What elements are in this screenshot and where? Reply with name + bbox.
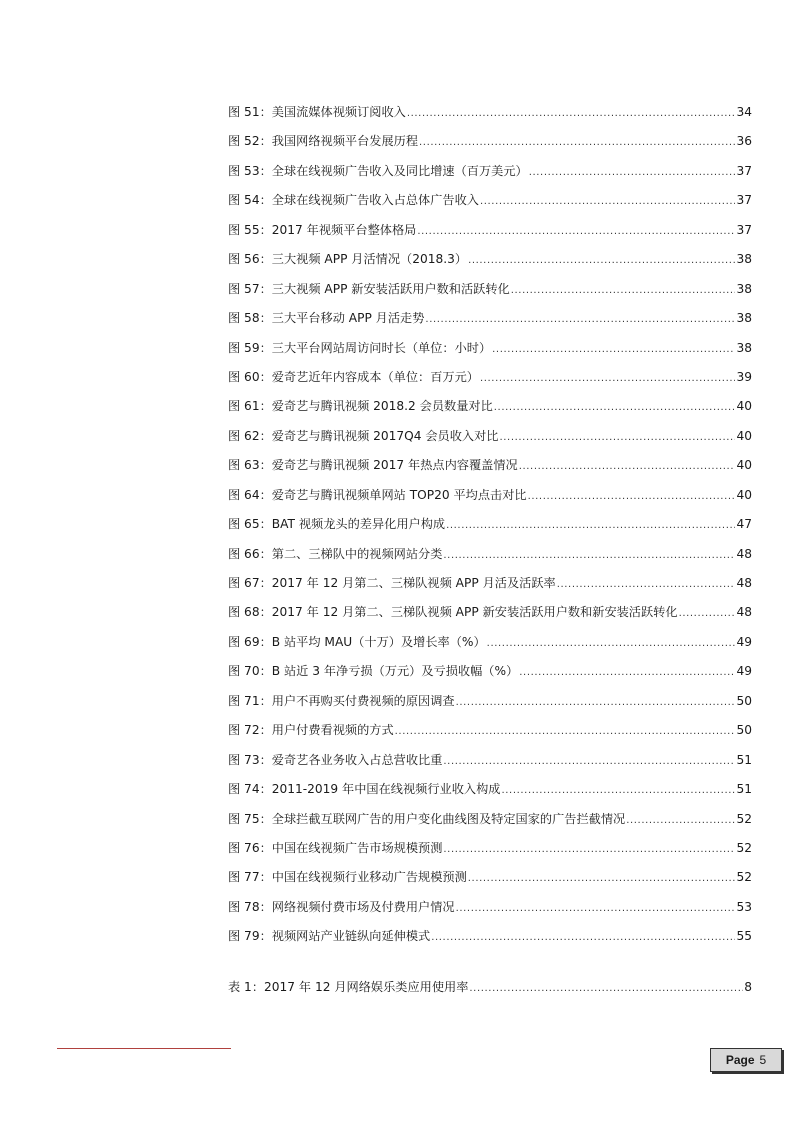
figure-entry-label: 图 58：三大平台移动 APP 月活走势 xyxy=(228,311,425,326)
figure-entry-label: 图 56：三大视频 APP 月活情况（2018.3） xyxy=(228,252,468,267)
figure-entry[interactable] xyxy=(228,162,752,191)
footnote-divider xyxy=(57,1048,231,1049)
figure-entry-label: 图 72：用户付费看视频的方式 xyxy=(228,723,394,738)
figure-entry-page: 37 xyxy=(736,193,752,208)
page-number: 5 xyxy=(759,1053,767,1067)
leader-dots xyxy=(487,638,736,649)
figure-entry-label: 图 74：2011-2019 年中国在线视频行业收入构成 xyxy=(228,782,501,797)
table-entry[interactable] xyxy=(228,978,752,1007)
figure-entry-label: 图 71：用户不再购买付费视频的原因调查 xyxy=(228,693,455,708)
leader-dots xyxy=(679,608,736,619)
figure-entry-label: 图 75：全球拦截互联网广告的用户变化曲线图及特定国家的广告拦截情况 xyxy=(228,811,626,826)
leader-dots xyxy=(456,903,736,914)
leader-dots xyxy=(446,520,735,531)
figure-entry-page: 51 xyxy=(736,752,752,767)
leader-dots xyxy=(468,255,735,266)
figure-entry-page: 37 xyxy=(736,222,752,237)
figure-entry-page: 51 xyxy=(736,782,752,797)
figure-entry-page: 48 xyxy=(736,576,752,590)
figure-entry[interactable] xyxy=(228,927,752,956)
figure-entry[interactable] xyxy=(228,898,752,927)
figure-entry-label: 图 59：三大平台网站周访问时长（单位：小时） xyxy=(228,340,492,355)
figure-entry-page: 49 xyxy=(736,664,752,679)
figure-entry-label: 图 57：三大视频 APP 新安装活跃用户数和活跃转化 xyxy=(228,281,510,296)
figure-entry-page: 55 xyxy=(736,929,752,944)
figure-entry[interactable] xyxy=(228,456,752,485)
table-entry-page: 8 xyxy=(744,980,752,994)
figure-entry-label: 图 64：爱奇艺与腾讯视频单网站 TOP20 平均点击对比 xyxy=(228,487,527,502)
leader-dots xyxy=(529,167,736,178)
leader-dots xyxy=(417,226,735,237)
leader-dots xyxy=(511,285,736,296)
figure-entry[interactable] xyxy=(228,427,752,456)
figure-entry-label: 图 60：爱奇艺近年内容成本（单位：百万元） xyxy=(228,369,479,384)
figure-entry-page: 48 xyxy=(736,605,752,620)
leader-dots xyxy=(519,667,735,678)
figure-entry[interactable] xyxy=(228,221,752,250)
figure-entry-label: 图 73：爱奇艺各业务收入占总营收比重 xyxy=(228,752,443,767)
figure-entry[interactable] xyxy=(228,721,752,750)
figure-entry[interactable] xyxy=(228,839,752,868)
figure-entry-page: 37 xyxy=(736,163,752,178)
leader-dots xyxy=(431,932,735,943)
figure-entry-label: 图 53：全球在线视频广告收入及同比增速（百万美元） xyxy=(228,163,528,178)
figure-entry-label: 图 66：第二、三梯队中的视频网站分类 xyxy=(228,546,443,561)
leader-dots xyxy=(443,756,735,767)
figure-entry-page: 40 xyxy=(736,399,752,414)
figure-entry[interactable] xyxy=(228,250,752,279)
figure-entry-label: 图 52：我国网络视频平台发展历程 xyxy=(228,134,419,149)
figure-entry-label: 图 69：B 站平均 MAU（十万）及增长率（%） xyxy=(228,634,486,649)
leader-dots xyxy=(407,108,736,119)
figure-entry-page: 53 xyxy=(736,899,752,914)
figure-entry[interactable] xyxy=(228,280,752,309)
figure-entry-label: 图 76：中国在线视频广告市场规模预测 xyxy=(228,840,443,855)
figure-entry[interactable] xyxy=(228,339,752,368)
leader-dots xyxy=(528,491,736,502)
figure-entry[interactable] xyxy=(228,603,752,632)
figure-entry-label: 图 77：中国在线视频行业移动广告规模预测 xyxy=(228,870,467,885)
figure-entry-page: 36 xyxy=(736,134,752,149)
figure-entry-label: 图 68：2017 年 12 月第二、三梯队视频 APP 新安装活跃用户数和新安装活跃转化 xyxy=(228,605,678,620)
leader-dots xyxy=(500,432,736,443)
figure-entry[interactable] xyxy=(228,868,752,897)
figure-entry-page: 52 xyxy=(736,840,752,855)
figure-entry[interactable] xyxy=(228,574,752,603)
leader-dots xyxy=(443,550,735,561)
figure-entry-page: 34 xyxy=(736,105,752,119)
figure-entry-page: 38 xyxy=(736,252,752,267)
figure-entry[interactable] xyxy=(228,515,752,544)
figure-entry-label: 图 63：爱奇艺与腾讯视频 2017 年热点内容覆盖情况 xyxy=(228,458,518,473)
figure-entry-page: 38 xyxy=(736,340,752,355)
figure-entry-label: 图 78：网络视频付费市场及付费用户情况 xyxy=(228,899,455,914)
leader-dots xyxy=(395,726,736,737)
leader-dots xyxy=(480,373,736,384)
figure-entry[interactable] xyxy=(228,368,752,397)
figure-entry-page: 38 xyxy=(736,311,752,326)
leader-dots xyxy=(419,137,735,148)
leader-dots xyxy=(492,344,735,355)
leader-dots xyxy=(494,402,736,413)
figure-entry[interactable] xyxy=(228,191,752,220)
figure-entry-label: 图 55：2017 年视频平台整体格局 xyxy=(228,222,417,237)
figure-entry-page: 50 xyxy=(736,693,752,708)
figure-entry-page: 47 xyxy=(736,517,752,532)
leader-dots xyxy=(469,983,743,994)
figure-entry[interactable] xyxy=(228,751,752,780)
leader-dots xyxy=(456,697,736,708)
page-word: Page xyxy=(725,1053,755,1067)
figure-entry-page: 38 xyxy=(736,281,752,296)
figure-entry-page: 40 xyxy=(736,428,752,443)
figure-entry-label: 图 65：BAT 视频龙头的差异化用户构成 xyxy=(228,517,446,532)
figure-entry[interactable] xyxy=(228,397,752,426)
figure-entry-page: 40 xyxy=(736,487,752,502)
figure-entry[interactable] xyxy=(228,545,752,574)
figure-entry[interactable] xyxy=(228,103,752,132)
leader-dots xyxy=(480,196,736,207)
figure-entry[interactable] xyxy=(228,662,752,691)
leader-dots xyxy=(425,314,735,325)
figure-entry-page: 52 xyxy=(736,811,752,826)
figure-entry[interactable] xyxy=(228,633,752,662)
leader-dots xyxy=(468,873,736,884)
leader-dots xyxy=(443,844,735,855)
figure-entry-page: 40 xyxy=(736,458,752,473)
figure-entry[interactable] xyxy=(228,132,752,161)
figure-entry-label: 图 61：爱奇艺与腾讯视频 2018.2 会员数量对比 xyxy=(228,399,493,414)
figure-entry[interactable] xyxy=(228,780,752,809)
figure-entry-label: 图 62：爱奇艺与腾讯视频 2017Q4 会员收入对比 xyxy=(228,428,499,443)
figure-entry-label: 图 70：B 站近 3 年净亏损（万元）及亏损收幅（%） xyxy=(228,664,519,679)
figure-entry-page: 39 xyxy=(736,369,752,384)
figure-entry[interactable] xyxy=(228,486,752,515)
figure-entry-label: 图 54：全球在线视频广告收入占总体广告收入 xyxy=(228,193,479,208)
table-entry-label: 表 1：2017 年 12 月网络娱乐类应用使用率 xyxy=(228,980,469,994)
figure-entry-page: 50 xyxy=(736,723,752,738)
page-number-box xyxy=(710,1048,782,1072)
figure-entry-page: 48 xyxy=(736,546,752,561)
figure-entry[interactable] xyxy=(228,692,752,721)
leader-dots xyxy=(626,815,735,826)
figure-list xyxy=(228,103,752,957)
figure-entry-label: 图 79：视频网站产业链纵向延伸模式 xyxy=(228,929,431,944)
figure-entry-label: 图 51：美国流媒体视频订阅收入 xyxy=(228,105,406,119)
leader-dots xyxy=(502,785,736,796)
figure-entry[interactable] xyxy=(228,810,752,839)
figure-entry-label: 图 67：2017 年 12 月第二、三梯队视频 APP 月活及活跃率 xyxy=(228,576,556,590)
leader-dots xyxy=(519,461,736,472)
figure-entry-page: 52 xyxy=(736,870,752,885)
figure-entry[interactable] xyxy=(228,309,752,338)
figure-entry-page: 49 xyxy=(736,634,752,649)
leader-dots xyxy=(557,579,736,590)
